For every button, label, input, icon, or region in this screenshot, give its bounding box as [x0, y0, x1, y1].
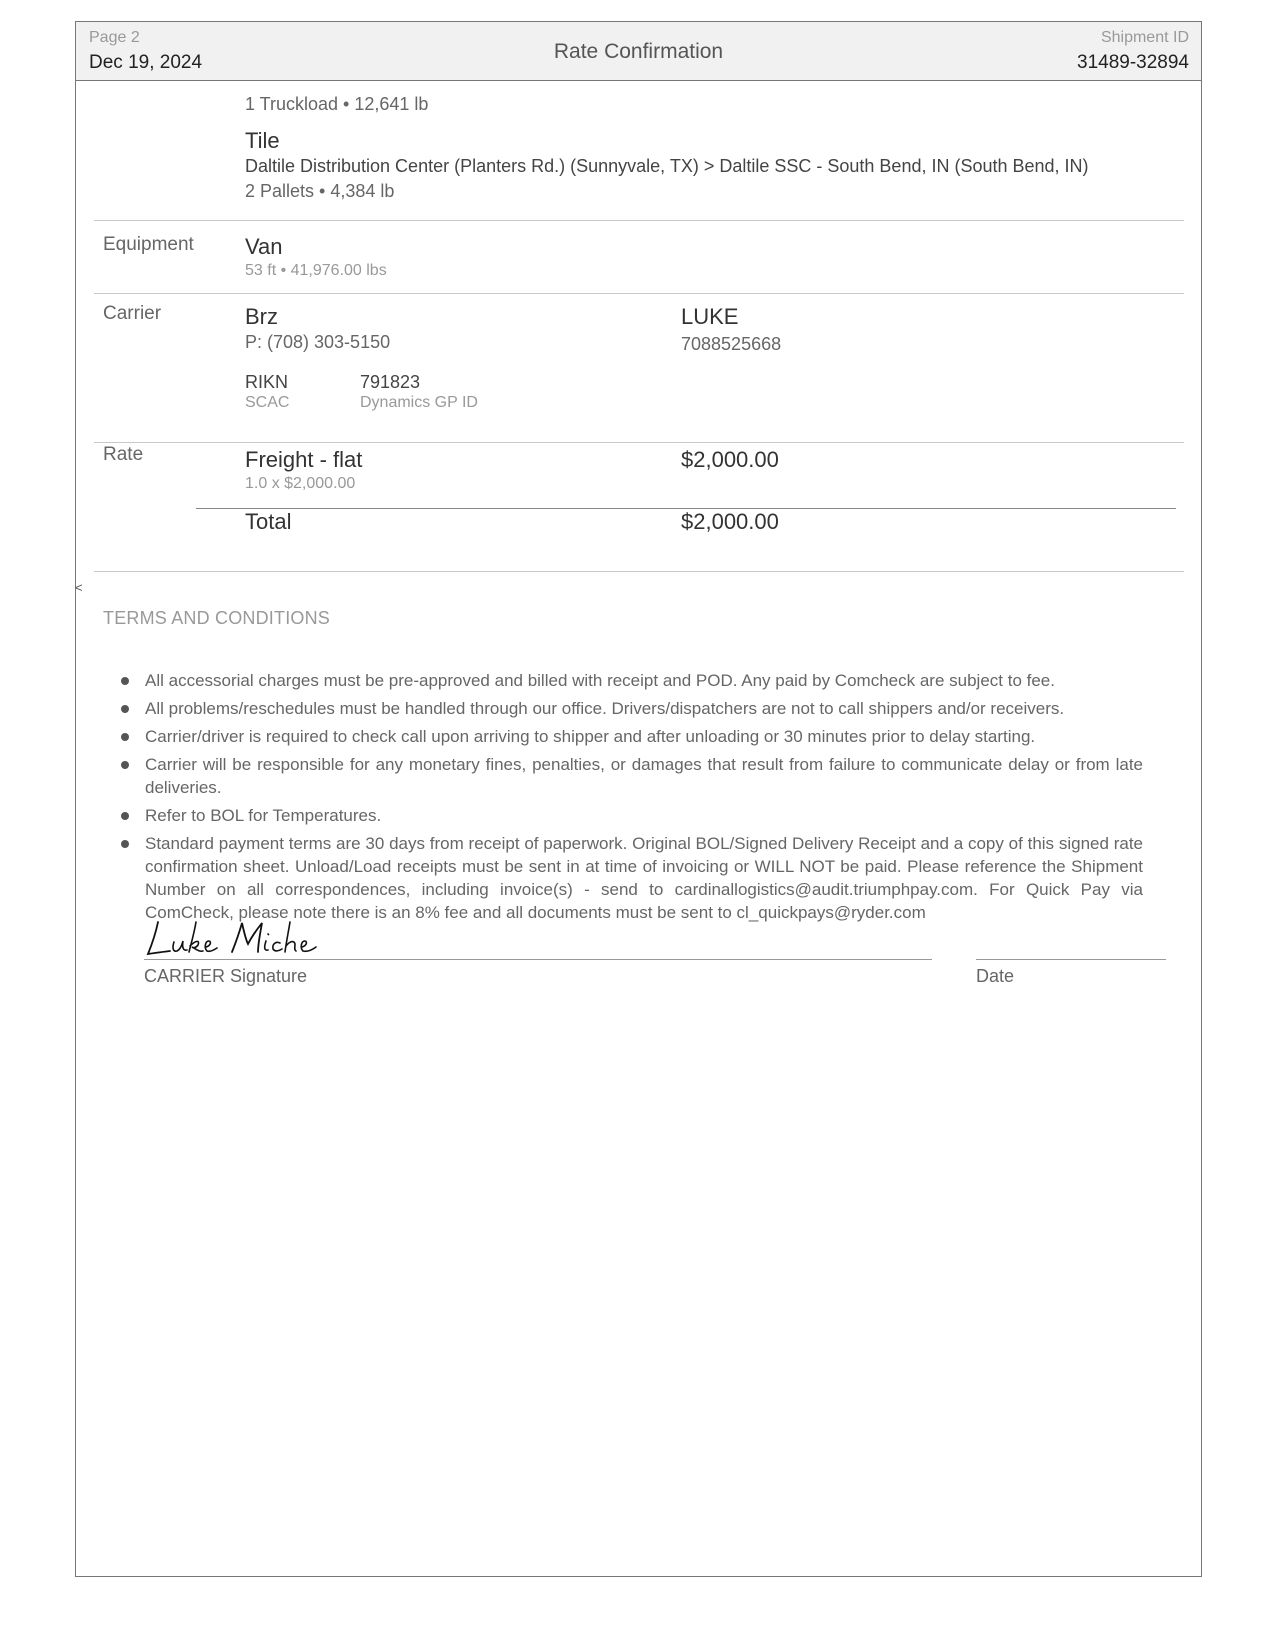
pallets-summary: 2 Pallets • 4,384 lb	[245, 181, 395, 201]
shipment-id: 31489-32894	[1077, 52, 1189, 73]
gp-id-value: 791823	[360, 372, 421, 392]
rate-line-amount: $2,000.00	[681, 447, 779, 472]
divider	[94, 220, 1184, 221]
document-page	[75, 21, 1202, 1577]
carrier-signature-line	[144, 959, 932, 960]
scac-label: SCAC	[245, 394, 290, 411]
handwritten-signature	[144, 914, 334, 964]
gp-id-label: Dynamics GP ID	[360, 394, 478, 411]
terms-item: All problems/reschedules must be handled through our office. Drivers/dispatchers are not to call shippers and/or receivers.	[121, 697, 1143, 720]
carrier-contact-name: LUKE	[681, 304, 739, 329]
bullet-icon	[121, 812, 129, 820]
terms-item: Carrier/driver is required to check call upon arriving to shipper and after unloading or 30 minutes prior to delay starting.	[121, 725, 1143, 748]
commodity-name: Tile	[245, 128, 280, 153]
terms-item: All accessorial charges must be pre-approved and billed with receipt and POD. Any paid by Comcheck are subject to fee.	[121, 669, 1143, 692]
carrier-name: Brz	[245, 304, 278, 329]
carrier-contact-phone: 7088525668	[681, 334, 782, 354]
rate-line-calc: 1.0 x $2,000.00	[245, 475, 356, 492]
rate-total-label: Total	[245, 509, 292, 534]
page-header	[76, 22, 1201, 81]
truckload-summary: 1 Truckload • 12,641 lb	[245, 94, 429, 114]
carrier-phone: P: (708) 303-5150	[245, 332, 391, 352]
carrier-signature-caption: CARRIER Signature	[144, 966, 308, 986]
divider	[94, 571, 1184, 572]
bullet-icon	[121, 733, 129, 741]
document-date: Dec 19, 2024	[89, 52, 203, 73]
bullet-icon	[121, 677, 129, 685]
carrier-label: Carrier	[103, 303, 162, 324]
bullet-icon	[121, 705, 129, 713]
scac-value: RIKN	[245, 372, 289, 392]
terms-item: Refer to BOL for Temperatures.	[121, 804, 1143, 827]
equipment-label: Equipment	[103, 234, 194, 255]
date-line	[976, 959, 1166, 960]
terms-item: Carrier will be responsible for any monetary fines, penalties, or damages that result from failure to communicate delay or from late deliveries.	[121, 753, 1143, 799]
divider	[94, 442, 1184, 443]
bullet-icon	[121, 840, 129, 848]
page-title: Rate Confirmation	[553, 40, 724, 63]
terms-title: TERMS AND CONDITIONS	[103, 608, 331, 628]
stray-mark: <	[75, 580, 83, 595]
equipment-type: Van	[245, 234, 283, 259]
divider	[94, 293, 1184, 294]
terms-list	[121, 669, 1143, 929]
equipment-details: 53 ft • 41,976.00 lbs	[245, 262, 387, 279]
route: Daltile Distribution Center (Planters Rd.) (Sunnyvale, TX) > Daltile SSC - South Bend, IN (South Bend, IN)	[245, 156, 1089, 176]
date-caption: Date	[976, 966, 1015, 986]
rate-line-item: Freight - flat	[245, 447, 363, 472]
rate-total-amount: $2,000.00	[681, 509, 779, 534]
shipment-id-label: Shipment ID	[1100, 29, 1189, 46]
bullet-icon	[121, 761, 129, 769]
page-number: Page 2	[89, 29, 140, 46]
terms-item: Standard payment terms are 30 days from receipt of paperwork. Original BOL/Signed Delivery Receipt and a copy of this signed rate confirmation sheet. Unload/Load receipts must be sent in at time of invoicing or WILL NOT be paid. Please reference the Shipment Number on all correspondences, including invoice(s) - send to cardinallogistics@audit.triumphpay.com. For Quick Pay via ComCheck, please note there is an 8% fee and all documents must be sent to cl_quickpays@ryder.com	[121, 832, 1143, 924]
rate-label: Rate	[103, 444, 144, 465]
